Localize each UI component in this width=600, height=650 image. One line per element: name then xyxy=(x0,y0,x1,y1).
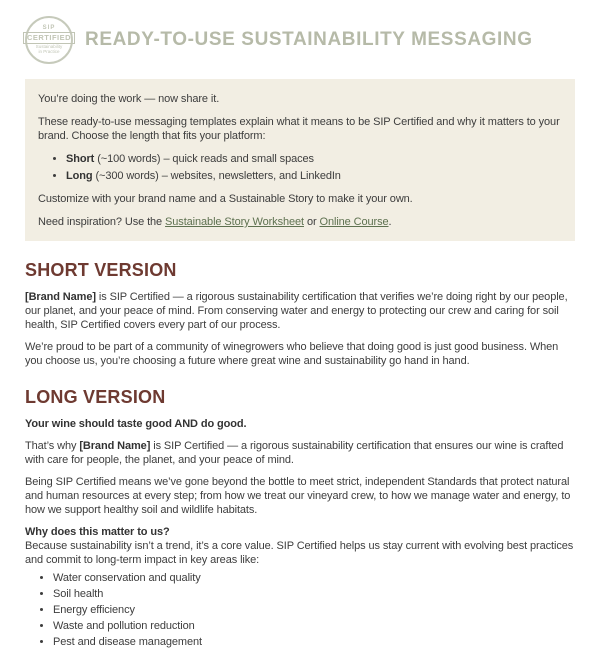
short-version-paragraph-2: We’re proud to be part of a community of winegrowers who believe that doing good is just good business. When you choose us, you’re choosing a future where great wine and sustainability go hand in hand. xyxy=(25,341,559,367)
list-item: • Soil health xyxy=(53,587,575,602)
logo-text-sip: SIP xyxy=(42,24,56,31)
intro-box xyxy=(25,79,575,241)
intro-customize: Customize with your brand name and a Sustainable Story to make it your own. xyxy=(38,193,413,205)
why-matter-heading: Why does this matter to us? xyxy=(25,526,170,538)
short-version-paragraph-1 xyxy=(25,290,575,332)
inspiration-suffix: . xyxy=(388,216,392,228)
bullet-label: Long xyxy=(66,170,93,182)
long-version-heading: LONG VERSION xyxy=(25,387,166,407)
inspiration-mid: or xyxy=(304,216,320,228)
intro-bullet-list xyxy=(66,152,562,183)
long-version-paragraph-2: Being SIP Certified means we’ve gone beyond the bottle to meet strict, independent Standards that protect natural and human resources at every step; from how we treat our vineyard crew, to how we manage water and energy, to how we support healthy soil and wildlife habitats. xyxy=(25,476,571,516)
brand-name-placeholder: [Brand Name] xyxy=(79,440,151,452)
list-item: • Water conservation and quality xyxy=(53,571,575,586)
paragraph-text: That’s why xyxy=(25,440,80,452)
sustainable-story-worksheet-link[interactable]: Sustainable Story Worksheet xyxy=(165,216,304,228)
paragraph-text: is SIP Certified — a rigorous sustainability certification that verifies we’re doing right by our people, our planet, and your peace of mind. From conserving water and energy to protecting our crew and caring for soil health, SIP Certified covers every part of our process. xyxy=(25,291,568,331)
short-version-heading: SHORT VERSION xyxy=(25,260,177,280)
list-item: • Pest and disease management xyxy=(53,635,575,650)
intro-line1: You’re doing the work — now share it. xyxy=(38,93,220,105)
list-item xyxy=(66,169,562,183)
why-matter-body: Because sustainability isn’t a trend, it’s a core value. SIP Certified helps us stay current with evolving best practices and commit to long-term impact in key areas like: xyxy=(25,540,574,566)
brand-name-placeholder: [Brand Name] xyxy=(25,291,96,303)
long-version-paragraph-1 xyxy=(25,439,575,467)
inspiration-prefix: Need inspiration? Use the xyxy=(38,216,166,228)
list-item xyxy=(66,152,562,166)
header xyxy=(25,16,575,64)
long-version-tagline: Your wine should taste good AND do good. xyxy=(25,418,247,430)
bullet-text: (~300 words) – websites, newsletters, and LinkedIn xyxy=(92,170,341,182)
online-course-link[interactable]: Online Course xyxy=(319,216,389,228)
intro-line2: These ready-to-use messaging templates explain what it means to be SIP Certified and why it matters to your brand. Choose the length that fits your platform: xyxy=(38,116,560,142)
paragraph-text: is SIP Certified — a rigorous sustainability certification that ensures our wine is crafted with care for people, the planet, and your peace of mind. xyxy=(25,440,564,466)
key-areas-list xyxy=(53,571,575,650)
logo-text-certified: CERTIFIED xyxy=(23,32,75,44)
logo-text-sub1: Sustainability xyxy=(35,44,63,50)
page-title: READY-TO-USE SUSTAINABILITY MESSAGING xyxy=(85,29,533,50)
sip-certified-logo-icon xyxy=(25,16,73,64)
list-item: • Energy efficiency xyxy=(53,603,575,618)
intro-inspiration xyxy=(38,215,562,229)
logo-text-sub2: in Practice xyxy=(38,49,60,55)
list-item: • Waste and pollution reduction xyxy=(53,619,575,634)
bullet-text: (~100 words) – quick reads and small spaces xyxy=(94,153,314,165)
bullet-label: Short xyxy=(66,153,95,165)
